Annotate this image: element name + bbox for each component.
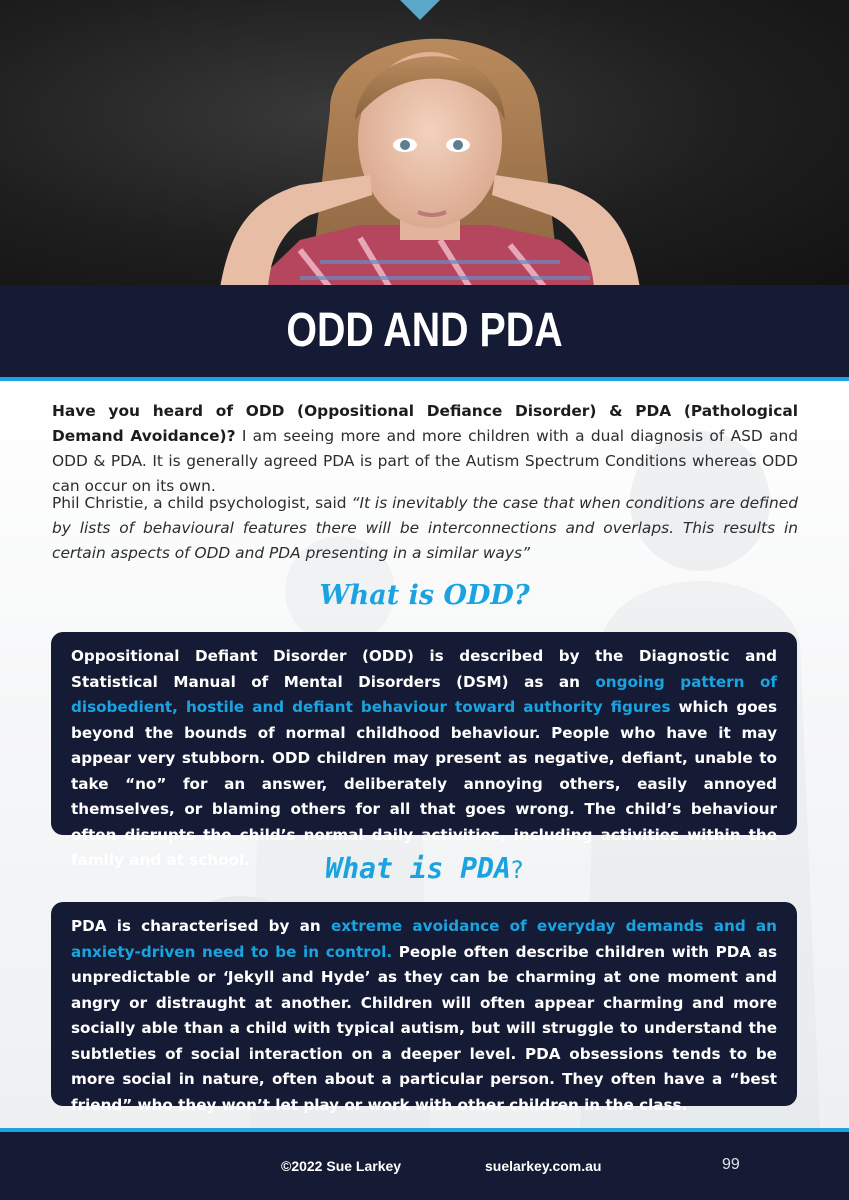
odd-highlight: ongoing pattern of disobedient, hostile and defiant behaviour toward authority figures bbox=[71, 672, 777, 716]
footer-copyright: ©2022 Sue Larkey bbox=[281, 1158, 402, 1174]
intro-question: Have you heard of ODD (Oppositional Defiance Disorder) & PDA (Pathological Demand Avoidance)? bbox=[52, 402, 798, 445]
page-footer bbox=[0, 1132, 849, 1200]
page-number: 99 bbox=[722, 1156, 740, 1173]
odd-text-start: Oppositional Defiant Disorder (ODD) is described by the Diagnostic and Statistical Manual of Mental Disorders (DSM) as an bbox=[71, 647, 777, 691]
pda-heading-text: What is PDA bbox=[325, 852, 511, 885]
footer-website: suelarkey.com.au bbox=[485, 1158, 602, 1174]
pda-heading bbox=[0, 852, 849, 885]
pda-text-end: People often describe children with PDA as unpredictable or ‘Jekyll and Hyde’ as they can be charming at one moment and angry or distraught at another. Children will often appear charming and more socially able than a child with typical autism, but will struggle to understand the subtleties of social interaction on a deeper level. PDA obsessions tends to be more social in nature, often about a particular person. They often have a “best friend” who they won’t let play or work with other children in the class. bbox=[71, 942, 778, 1114]
odd-heading: What is ODD? bbox=[319, 580, 530, 611]
quote-text: “It is inevitably the case that when conditions are defined by lists of behavioural features there will be interconnections and overlaps. This results in certain aspects of ODD and PDA presenting in a similar ways” bbox=[52, 494, 798, 562]
quote-paragraph bbox=[52, 491, 798, 566]
pda-heading-mark: ? bbox=[510, 856, 524, 884]
pda-text-start: PDA is characterised by an bbox=[71, 917, 331, 935]
hero-photo bbox=[0, 0, 849, 288]
title-band bbox=[0, 285, 849, 377]
pda-description bbox=[71, 914, 777, 1118]
page-title: ODD AND PDA bbox=[286, 304, 563, 357]
intro-paragraph bbox=[52, 399, 798, 499]
odd-text-end: which goes beyond the bounds of normal childhood behaviour. People who have it may appear very stubborn. ODD children may present as negative, defiant, unable to take “no” for an answer, deliberately annoying others, easily annoyed themselves, or blaming others for all that goes wrong. The child’s behaviour often disrupts the child’s normal daily activities, including activities within the family and at school. bbox=[71, 698, 777, 869]
quote-lead: Phil Christie, a child psychologist, said bbox=[52, 494, 352, 512]
pda-info-box bbox=[51, 902, 797, 1114]
intro-text: I am seeing more and more children with a dual diagnosis of ASD and ODD & PDA. It is generally agreed PDA is part of the Autism Spectrum Conditions whereas ODD can occur on its own. bbox=[52, 427, 798, 495]
pda-highlight: extreme avoidance of everyday demands and an anxiety-driven need to be in control. bbox=[71, 917, 777, 961]
odd-description bbox=[71, 644, 777, 874]
girl-covering-ears-illustration bbox=[0, 0, 849, 288]
